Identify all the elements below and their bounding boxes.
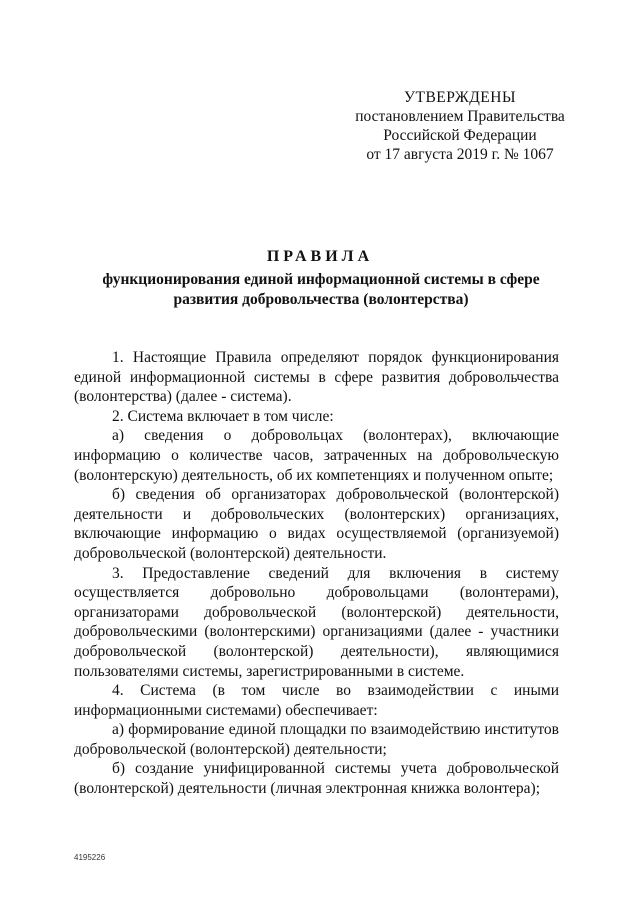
approval-line-1: постановлением Правительства xyxy=(355,108,565,125)
paragraph-4b: б) создание унифицированной системы учета добровольческой (волонтерской) деятельности (личная электронная книжка волонтера); xyxy=(74,760,559,798)
approval-heading: УТВЕРЖДЕНЫ xyxy=(404,89,516,106)
paragraph-2b: б) сведения об организаторах добровольческой (волонтерской) деятельности и добровольческих (волонтерских) организациях, включающие информацию о видах осуществляемой (организуемой) добровольческой (волонтерской) деятельности. xyxy=(74,486,559,562)
paragraph-4a: а) формирование единой площадки по взаимодействию институтов добровольческой (волонтерской) деятельности; xyxy=(74,721,559,758)
subtitle-line-2: развития добровольчества (волонтерства) xyxy=(173,291,469,308)
paragraph-3: 3. Предоставление сведений для включения в систему осуществляется добровольно добровольцами (волонтерами), организаторами добровольческой (волонтерской) деятельности, добровольческими (волонтерскими) организациями (далее - участники добровольческой (волонтерской) деятельности), являющимися пользователями системы, зарегистрированными в системе. xyxy=(74,564,559,680)
approval-block xyxy=(330,88,590,164)
document-title: ПРАВИЛА xyxy=(266,248,374,265)
document-number: 4195226 xyxy=(74,853,106,862)
subtitle-line-1: функционирования единой информационной системы в сфере xyxy=(102,271,540,288)
document-subtitle xyxy=(74,270,568,310)
paragraph-4: 4. Система (в том числе во взаимодействии с иными информационными системами) обеспечивает: xyxy=(74,682,559,719)
approval-line-2: Российской Федерации xyxy=(383,127,537,144)
paragraph-2a: а) сведения о добровольцах (волонтерах), включающие информацию о количестве часов, затраченных на добровольческую (волонтерскую) деятельность, об их компетенциях и полученном опыте; xyxy=(74,427,559,484)
approval-line-3: от 17 августа 2019 г. № 1067 xyxy=(366,146,554,163)
paragraph-1: 1. Настоящие Правила определяют порядок функционирования единой информационной системы в сфере развития добровольчества (волонтерства) (далее - система). xyxy=(74,349,559,406)
document-body xyxy=(74,348,559,799)
paragraph-2: 2. Система включает в том числе: xyxy=(112,407,334,425)
